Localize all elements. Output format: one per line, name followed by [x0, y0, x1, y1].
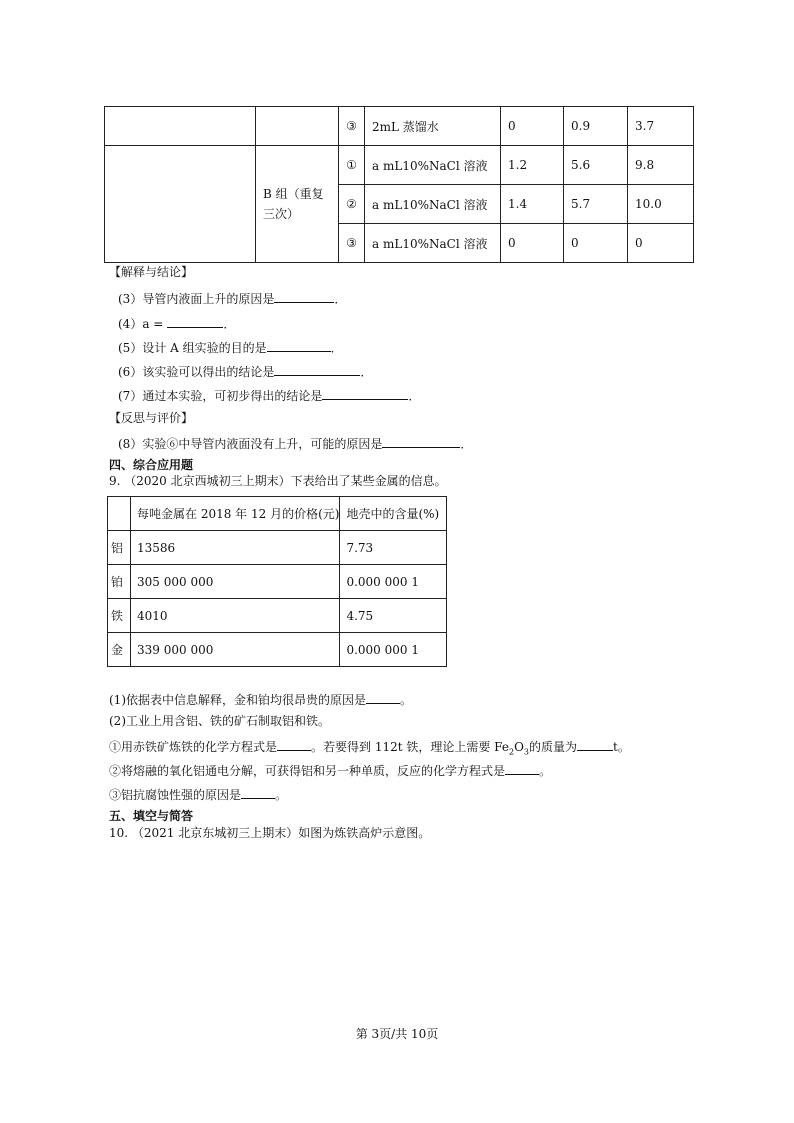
- table-row: [108, 599, 447, 633]
- question-9-1: [109, 691, 412, 707]
- table-row: [108, 565, 447, 599]
- table-cell: 3.7: [628, 107, 694, 146]
- table-cell: 铂: [108, 565, 131, 599]
- answer-blank: [382, 435, 460, 448]
- table-cell: 0: [564, 224, 628, 263]
- table-header: 每吨金属在 2018 年 12 月的价格(元): [131, 497, 340, 531]
- table-cell: 305 000 000: [131, 565, 340, 599]
- table-cell: ②: [339, 185, 365, 224]
- answer-blank: [267, 339, 331, 352]
- table-header-row: [108, 497, 447, 531]
- table-row: [108, 531, 447, 565]
- table-row: [105, 107, 694, 146]
- question-text: ②将熔融的氧化铝通电分解，可获得铝和另一种单质，反应的化学方程式是: [109, 764, 506, 778]
- table-cell: 10.0: [628, 185, 694, 224]
- answer-blank: [274, 363, 360, 376]
- answer-blank: [241, 786, 275, 799]
- question-end: t。: [613, 740, 630, 754]
- question-7: [118, 387, 420, 403]
- table-cell: 0: [628, 224, 694, 263]
- question-10: 10. （2021 北京东城初三上期末）如图为炼铁高炉示意图。: [109, 826, 431, 840]
- table-row: [105, 146, 694, 185]
- question-9-intro: 9. （2020 北京西城初三上期末）下表给出了某些金属的信息。: [109, 474, 447, 488]
- question-text: 。若要得到 112t 铁，理论上需要 Fe: [311, 740, 509, 754]
- table-cell: 2mL 蒸馏水: [365, 107, 501, 146]
- metal-table: [107, 496, 447, 667]
- section-title: 五、填空与简答: [109, 809, 194, 823]
- table-header: 地壳中的含量(%): [340, 497, 447, 531]
- answer-blank: [505, 762, 539, 775]
- table-cell: ③: [339, 107, 365, 146]
- answer-blank: [577, 738, 613, 751]
- table-cell: a mL10%NaCl 溶液: [365, 224, 501, 263]
- question-text: (6）该实验可以得出的结论是: [118, 365, 275, 379]
- table-cell: 1.2: [501, 146, 564, 185]
- table-cell: 339 000 000: [131, 633, 340, 667]
- table-cell: 铁: [108, 599, 131, 633]
- question-9-2c: [109, 786, 287, 802]
- table-cell: a mL10%NaCl 溶液: [365, 146, 501, 185]
- table-cell: 0.000 000 1: [340, 565, 447, 599]
- table-cell: 0: [501, 107, 564, 146]
- experiment-table: [104, 106, 694, 263]
- question-4: [118, 315, 235, 331]
- table-cell: 4010: [131, 599, 340, 633]
- question-text: ③铝抗腐蚀性强的原因是: [109, 788, 242, 802]
- table-cell: 0.9: [564, 107, 628, 146]
- question-9-2b: [109, 762, 551, 778]
- table-cell: [105, 107, 256, 146]
- group-label: B 组（重复三次）: [256, 146, 339, 263]
- table-cell: 13586: [131, 531, 340, 565]
- question-end: 。: [539, 764, 552, 778]
- question-text: (4）a =: [118, 317, 164, 331]
- section-heading: 【解释与结论】: [109, 265, 194, 279]
- question-9-2a: [109, 738, 630, 757]
- question-end: ．: [334, 292, 347, 306]
- table-cell: 5.7: [564, 185, 628, 224]
- question-text: (8）实验⑥中导管内液面没有上升，可能的原因是: [118, 437, 383, 451]
- table-cell: 5.6: [564, 146, 628, 185]
- table-cell: 4.75: [340, 599, 447, 633]
- section-heading: 【反思与评价】: [109, 411, 194, 425]
- question-text: 的质量为: [529, 740, 578, 754]
- answer-blank: [322, 387, 408, 400]
- question-end: 。: [275, 788, 288, 802]
- question-end: ．: [330, 341, 343, 355]
- question-end: ．: [408, 389, 421, 403]
- question-text: (3）导管内液面上升的原因是: [118, 292, 275, 306]
- table-row: [108, 633, 447, 667]
- question-text: (7）通过本实验，可初步得出的结论是: [118, 389, 323, 403]
- table-cell: [105, 146, 256, 263]
- table-cell: 1.4: [501, 185, 564, 224]
- table-cell: 0.000 000 1: [340, 633, 447, 667]
- answer-blank: [274, 290, 334, 303]
- question-5: [118, 339, 343, 355]
- answer-blank: [277, 738, 311, 751]
- table-cell: a mL10%NaCl 溶液: [365, 185, 501, 224]
- question-text: ①用赤铁矿炼铁的化学方程式是: [109, 740, 278, 754]
- question-end: 。: [400, 693, 413, 707]
- question-9-2: (2)工业上用含铝、铁的矿石制取铝和铁。: [109, 714, 330, 728]
- table-cell: ③: [339, 224, 365, 263]
- question-end: ．: [360, 365, 373, 379]
- table-cell: ①: [339, 146, 365, 185]
- subscript: 2: [508, 747, 515, 757]
- table-cell: [256, 107, 339, 146]
- table-cell: 9.8: [628, 146, 694, 185]
- question-8: [118, 435, 472, 451]
- section-title: 四、综合应用题: [109, 458, 194, 472]
- question-text: (5）设计 A 组实验的目的是: [118, 341, 267, 355]
- question-3: [118, 290, 346, 306]
- table-header: [108, 497, 131, 531]
- question-text: (1)依据表中信息解释，金和铂均很昂贵的原因是: [109, 693, 366, 707]
- page-number: 第 3页/共 10页: [355, 1027, 439, 1041]
- table-cell: 7.73: [340, 531, 447, 565]
- table-cell: 铝: [108, 531, 131, 565]
- question-end: ．: [223, 317, 236, 331]
- subscript: 3: [523, 747, 529, 757]
- answer-blank: [366, 691, 400, 704]
- table-cell: 0: [501, 224, 564, 263]
- formula-text: O: [514, 740, 524, 754]
- table-cell: 金: [108, 633, 131, 667]
- answer-blank: [167, 315, 223, 328]
- question-end: ．: [460, 437, 473, 451]
- question-6: [118, 363, 372, 379]
